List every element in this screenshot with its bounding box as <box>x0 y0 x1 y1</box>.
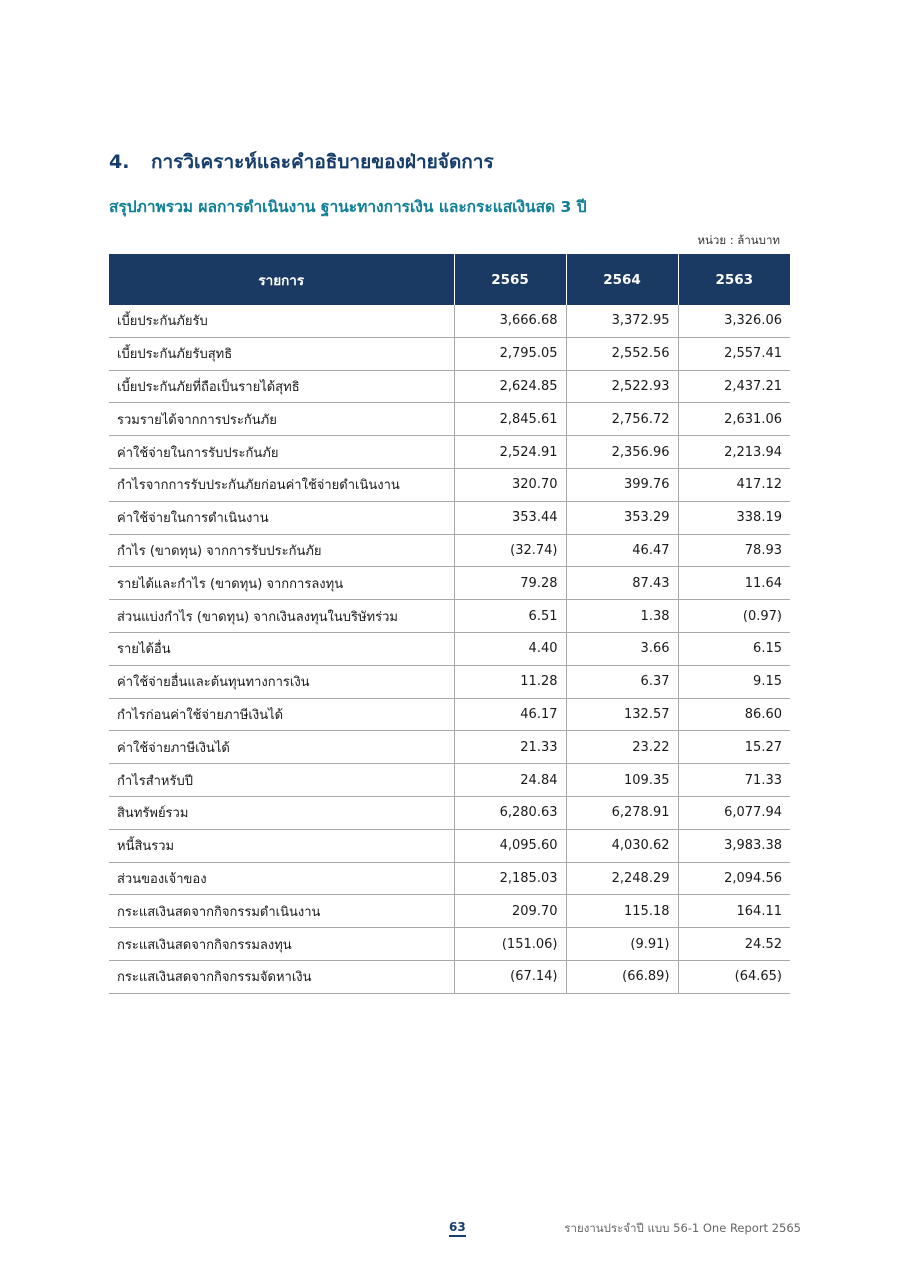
row-value-2565: 2,845.61 <box>454 403 566 436</box>
row-value-2565: 2,185.03 <box>454 862 566 895</box>
row-value-2564: 2,552.56 <box>566 337 678 370</box>
table-row <box>109 698 790 731</box>
table-row <box>109 501 790 534</box>
row-value-2564: 3,372.95 <box>566 305 678 337</box>
row-item-label: ค่าใช้จ่ายภาษีเงินได้ <box>109 731 454 764</box>
row-value-2563: 2,557.41 <box>678 337 790 370</box>
row-value-2564: 2,356.96 <box>566 436 678 469</box>
row-item-label: กำไรจากการรับประกันภัยก่อนค่าใช้จ่ายดำเนินงาน <box>109 468 454 501</box>
row-item-label: เบี้ยประกันภัยรับสุทธิ <box>109 337 454 370</box>
row-value-2564: 23.22 <box>566 731 678 764</box>
row-value-2563: 2,437.21 <box>678 370 790 403</box>
row-value-2564: 46.47 <box>566 534 678 567</box>
section-number: 4. <box>109 151 130 173</box>
row-value-2565: 11.28 <box>454 665 566 698</box>
row-item-label: เบี้ยประกันภัยรับ <box>109 305 454 337</box>
row-item-label: ค่าใช้จ่ายอื่นและต้นทุนทางการเงิน <box>109 665 454 698</box>
row-value-2563: 338.19 <box>678 501 790 534</box>
financial-summary-table <box>109 254 790 994</box>
table-row <box>109 468 790 501</box>
row-value-2565: 4,095.60 <box>454 829 566 862</box>
row-item-label: เบี้ยประกันภัยที่ถือเป็นรายได้สุทธิ <box>109 370 454 403</box>
table-row <box>109 895 790 928</box>
row-value-2565: 6.51 <box>454 600 566 633</box>
row-value-2563: 164.11 <box>678 895 790 928</box>
table-row <box>109 632 790 665</box>
table-row <box>109 403 790 436</box>
row-value-2564: 2,248.29 <box>566 862 678 895</box>
row-value-2565: (67.14) <box>454 960 566 993</box>
row-value-2564: 6,278.91 <box>566 796 678 829</box>
table-row <box>109 928 790 961</box>
section-title: การวิเคราะห์และคำอธิบายของฝ่ายจัดการ <box>151 151 494 173</box>
row-value-2564: (9.91) <box>566 928 678 961</box>
table-row <box>109 436 790 469</box>
row-item-label: หนี้สินรวม <box>109 829 454 862</box>
row-value-2565: (151.06) <box>454 928 566 961</box>
table-row <box>109 337 790 370</box>
row-item-label: รายได้และกำไร (ขาดทุน) จากการลงทุน <box>109 567 454 600</box>
table-row <box>109 731 790 764</box>
table-header-row <box>109 254 790 305</box>
row-item-label: กำไร (ขาดทุน) จากการรับประกันภัย <box>109 534 454 567</box>
row-value-2564: 3.66 <box>566 632 678 665</box>
row-value-2564: 4,030.62 <box>566 829 678 862</box>
row-value-2565: 4.40 <box>454 632 566 665</box>
row-value-2563: 15.27 <box>678 731 790 764</box>
row-value-2563: 6.15 <box>678 632 790 665</box>
row-value-2565: 24.84 <box>454 764 566 797</box>
row-item-label: รายได้อื่น <box>109 632 454 665</box>
row-value-2564: 115.18 <box>566 895 678 928</box>
row-value-2563: (64.65) <box>678 960 790 993</box>
row-item-label: กระแสเงินสดจากกิจกรรมลงทุน <box>109 928 454 961</box>
table-row <box>109 567 790 600</box>
row-value-2563: 2,631.06 <box>678 403 790 436</box>
header-item: รายการ <box>109 254 454 305</box>
table-subtitle: สรุปภาพรวม ผลการดำเนินงาน ฐานะทางการเงิน และกระแสเงินสด 3 ปี <box>109 198 587 216</box>
row-value-2565: 2,624.85 <box>454 370 566 403</box>
row-item-label: รวมรายได้จากการประกันภัย <box>109 403 454 436</box>
page-number: 63 <box>449 1220 466 1237</box>
row-value-2564: 399.76 <box>566 468 678 501</box>
row-value-2565: 353.44 <box>454 501 566 534</box>
row-value-2564: 2,522.93 <box>566 370 678 403</box>
table-row <box>109 862 790 895</box>
row-value-2565: (32.74) <box>454 534 566 567</box>
table-row <box>109 305 790 337</box>
row-value-2565: 2,795.05 <box>454 337 566 370</box>
row-value-2564: 87.43 <box>566 567 678 600</box>
table-row <box>109 665 790 698</box>
row-value-2563: 417.12 <box>678 468 790 501</box>
table-row <box>109 960 790 993</box>
row-item-label: กำไรก่อนค่าใช้จ่ายภาษีเงินได้ <box>109 698 454 731</box>
section-heading <box>109 147 494 177</box>
row-item-label: กำไรสำหรับปี <box>109 764 454 797</box>
row-value-2563: (0.97) <box>678 600 790 633</box>
row-value-2565: 21.33 <box>454 731 566 764</box>
row-value-2563: 86.60 <box>678 698 790 731</box>
table-row <box>109 764 790 797</box>
row-value-2563: 11.64 <box>678 567 790 600</box>
row-value-2564: 6.37 <box>566 665 678 698</box>
table-row <box>109 829 790 862</box>
row-value-2563: 2,094.56 <box>678 862 790 895</box>
header-year-2565: 2565 <box>454 254 566 305</box>
row-value-2563: 3,983.38 <box>678 829 790 862</box>
row-value-2565: 6,280.63 <box>454 796 566 829</box>
table-row <box>109 534 790 567</box>
table-row <box>109 600 790 633</box>
row-item-label: ค่าใช้จ่ายในการดำเนินงาน <box>109 501 454 534</box>
row-value-2563: 71.33 <box>678 764 790 797</box>
report-title: รายงานประจำปี แบบ 56-1 One Report 2565 <box>564 1221 801 1235</box>
unit-note: หน่วย : ล้านบาท <box>697 233 780 247</box>
row-value-2564: 132.57 <box>566 698 678 731</box>
row-value-2563: 6,077.94 <box>678 796 790 829</box>
row-item-label: ส่วนของเจ้าของ <box>109 862 454 895</box>
header-year-2564: 2564 <box>566 254 678 305</box>
table-row <box>109 370 790 403</box>
row-item-label: กระแสเงินสดจากกิจกรรมดำเนินงาน <box>109 895 454 928</box>
row-value-2563: 24.52 <box>678 928 790 961</box>
row-value-2565: 2,524.91 <box>454 436 566 469</box>
row-value-2565: 209.70 <box>454 895 566 928</box>
row-value-2564: 2,756.72 <box>566 403 678 436</box>
row-value-2564: 109.35 <box>566 764 678 797</box>
row-value-2564: 353.29 <box>566 501 678 534</box>
row-value-2565: 3,666.68 <box>454 305 566 337</box>
table-row <box>109 796 790 829</box>
row-value-2565: 79.28 <box>454 567 566 600</box>
row-value-2563: 78.93 <box>678 534 790 567</box>
row-value-2564: (66.89) <box>566 960 678 993</box>
row-value-2564: 1.38 <box>566 600 678 633</box>
row-item-label: สินทรัพย์รวม <box>109 796 454 829</box>
row-item-label: กระแสเงินสดจากกิจกรรมจัดหาเงิน <box>109 960 454 993</box>
row-item-label: ค่าใช้จ่ายในการรับประกันภัย <box>109 436 454 469</box>
row-value-2565: 46.17 <box>454 698 566 731</box>
row-value-2563: 9.15 <box>678 665 790 698</box>
row-item-label: ส่วนแบ่งกำไร (ขาดทุน) จากเงินลงทุนในบริษัทร่วม <box>109 600 454 633</box>
row-value-2563: 3,326.06 <box>678 305 790 337</box>
header-year-2563: 2563 <box>678 254 790 305</box>
row-value-2563: 2,213.94 <box>678 436 790 469</box>
row-value-2565: 320.70 <box>454 468 566 501</box>
